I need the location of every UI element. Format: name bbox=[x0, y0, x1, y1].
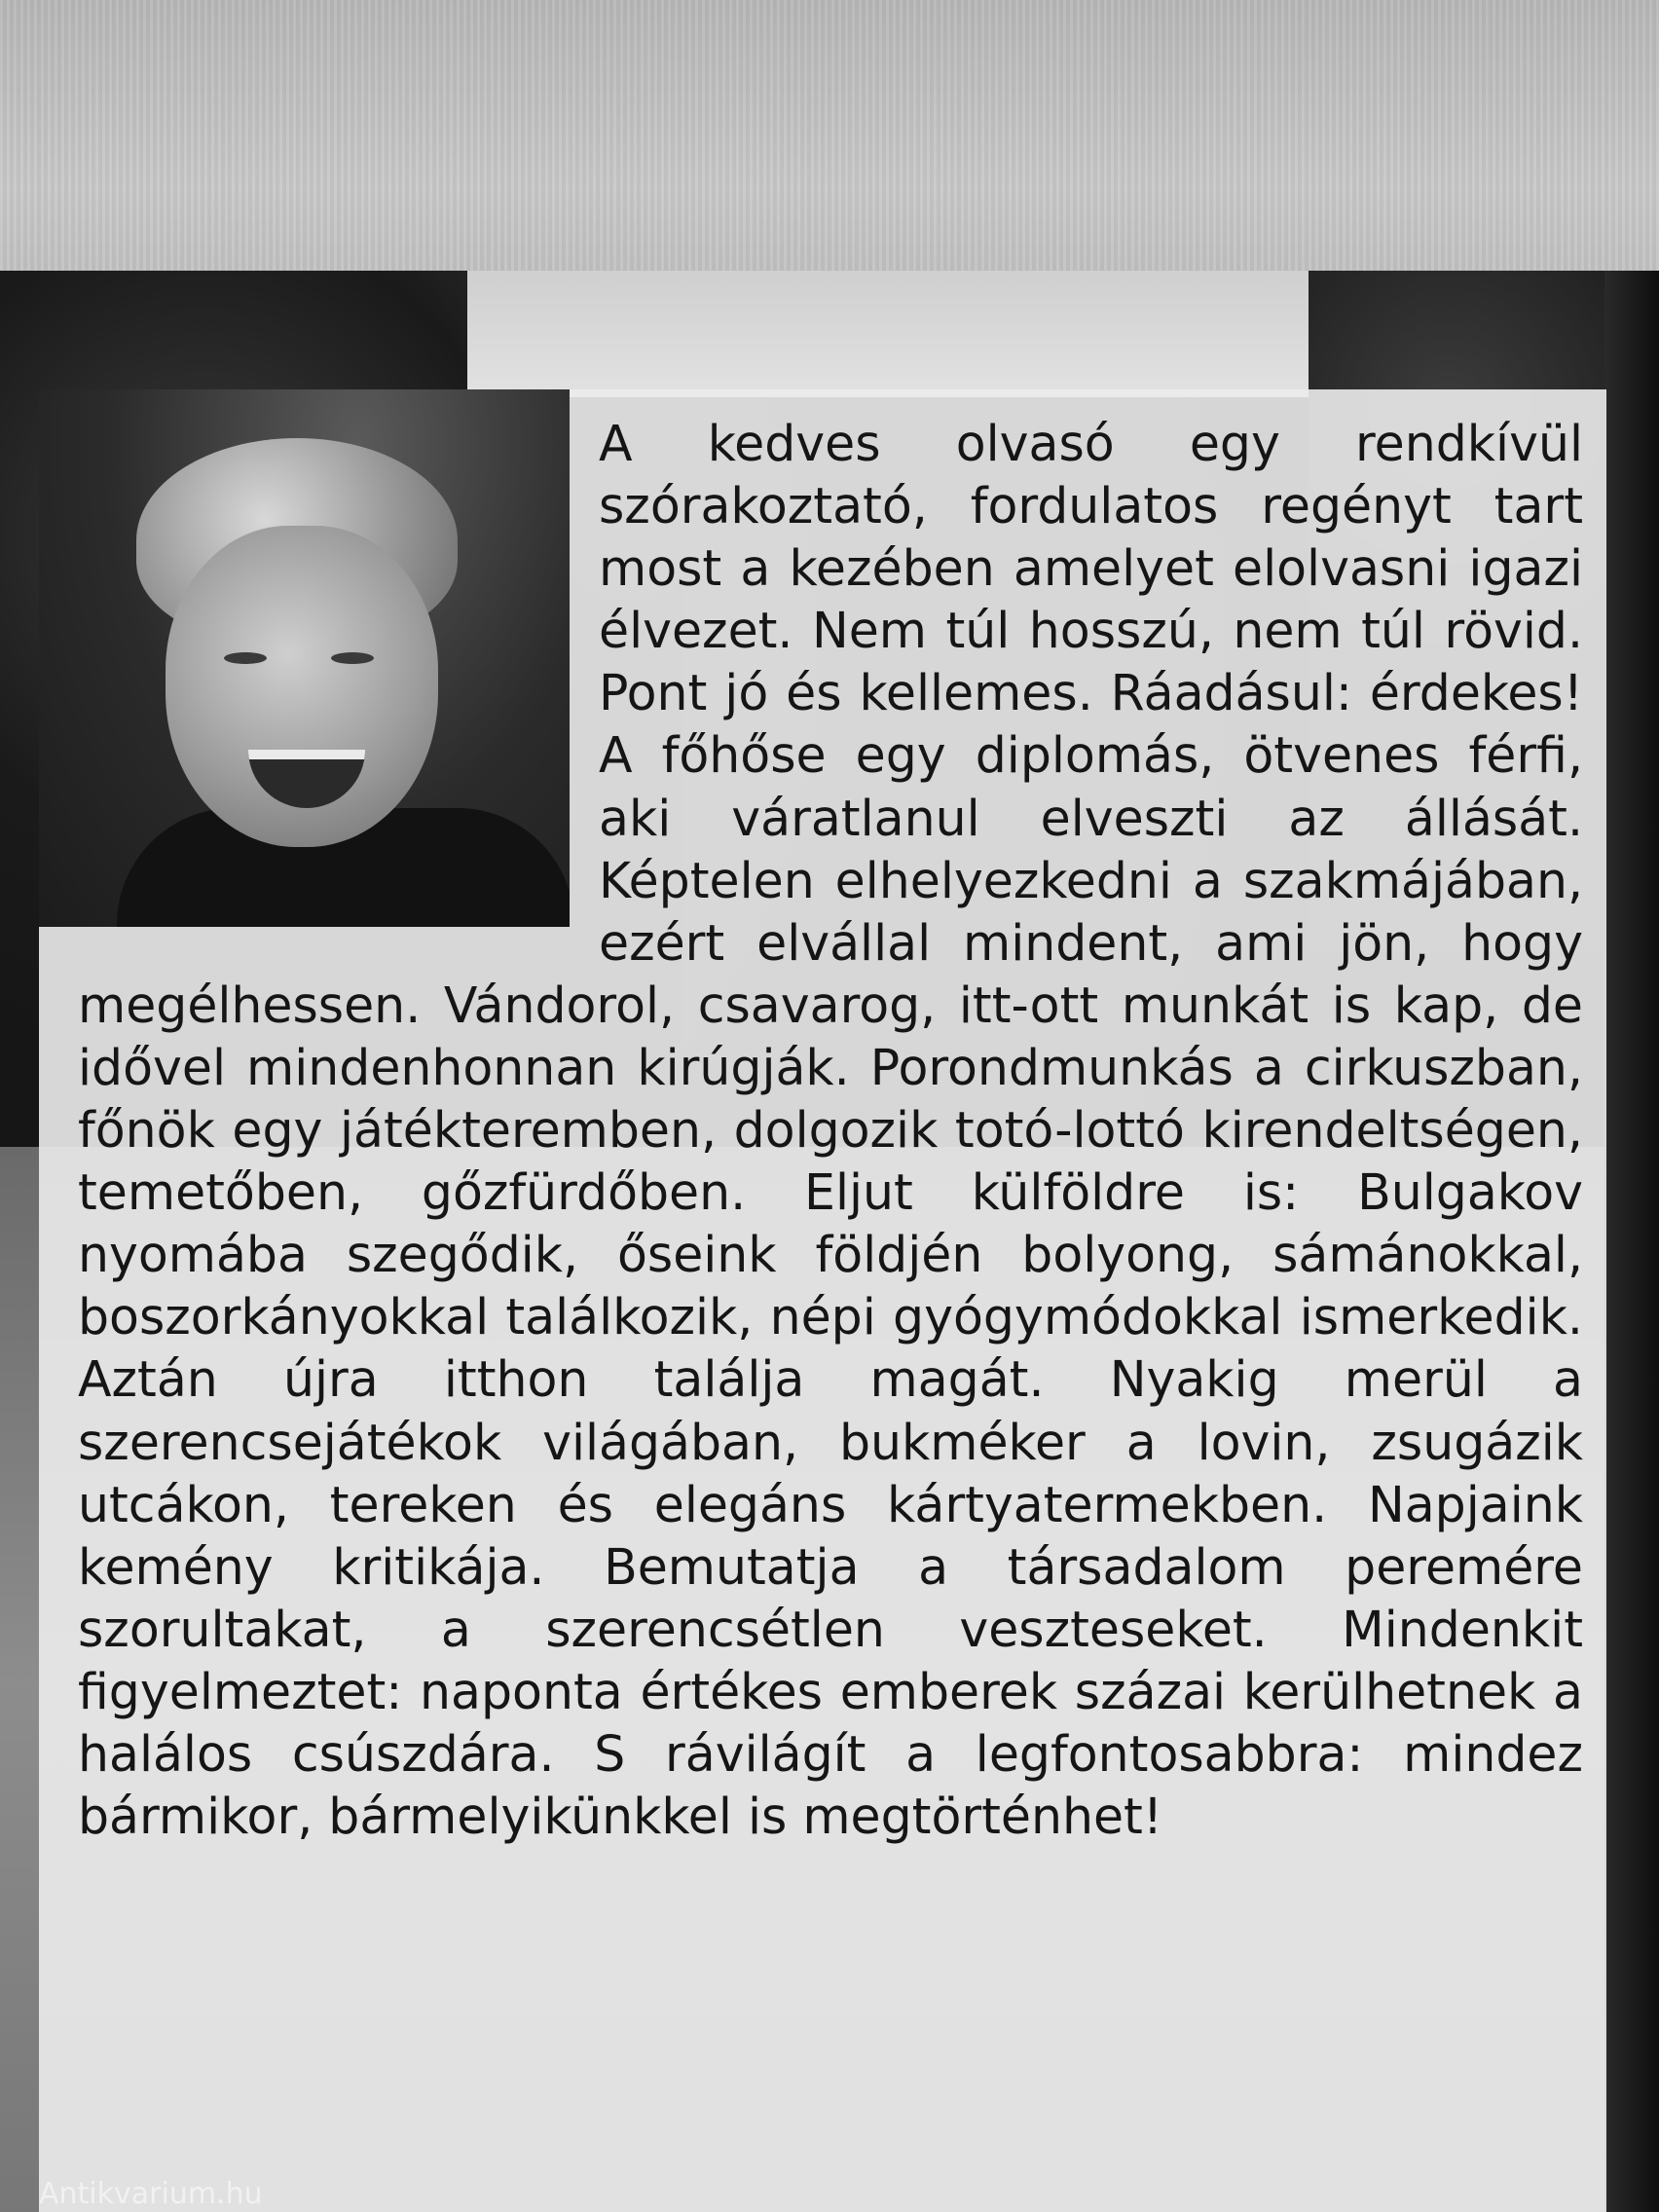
watermark: Antikvarium.hu bbox=[39, 2177, 263, 2211]
background-surface bbox=[0, 0, 1659, 312]
book-blurb bbox=[78, 413, 1583, 1848]
cover-edge bbox=[1604, 271, 1659, 2212]
portrait-text-wrap bbox=[78, 413, 599, 970]
blurb-text: A kedves olvasó egy rendkívül szórakoztató, fordulatos regényt tart most a kezében amelyet elolvasni igazi élvezet. Nem túl hosszú, nem túl rövid. Pont jó és kellemes. Ráadásul: érdekes! A főhőse egy diplomás, ötvenes férfi, aki váratlanul elveszti az állását. Képtelen elhelyezkedni a szakmájában, ezért elvállal mindent, ami jön, hogy megélhessen. Vándorol, csavarog, itt-ott munkát is kap, de idővel mindenhonnan kirúgják. Porondmunkás a cirkuszban, főnök egy játékteremben, dolgozik totó-lottó kirendeltségen, temetőben, gőzfürdőben. Eljut külföldre is: Bulgakov nyomába szegődik, őseink földjén bolyong, sámánokkal, boszorkányokkal találkozik, népi gyógymódokkal ismerkedik. Aztán újra itthon találja magát. Nyakig merül a szerencsejátékok világában, bukméker a lovin, zsugázik utcákon, tereken és elegáns kártyatermekben. Napjaink kemény kritikája. Bemutatja a társadalom peremére szorultakat, a szerencsétlen veszteseket. Mindenkit figyelmeztet: naponta értékes emberek százai kerülhetnek a halálos csúszdára. S rávilágít a legfontosabbra: mindez bármikor, bármelyikünkkel is megtörténhet! bbox=[78, 415, 1583, 1846]
cover-photo-sky bbox=[467, 271, 1402, 397]
